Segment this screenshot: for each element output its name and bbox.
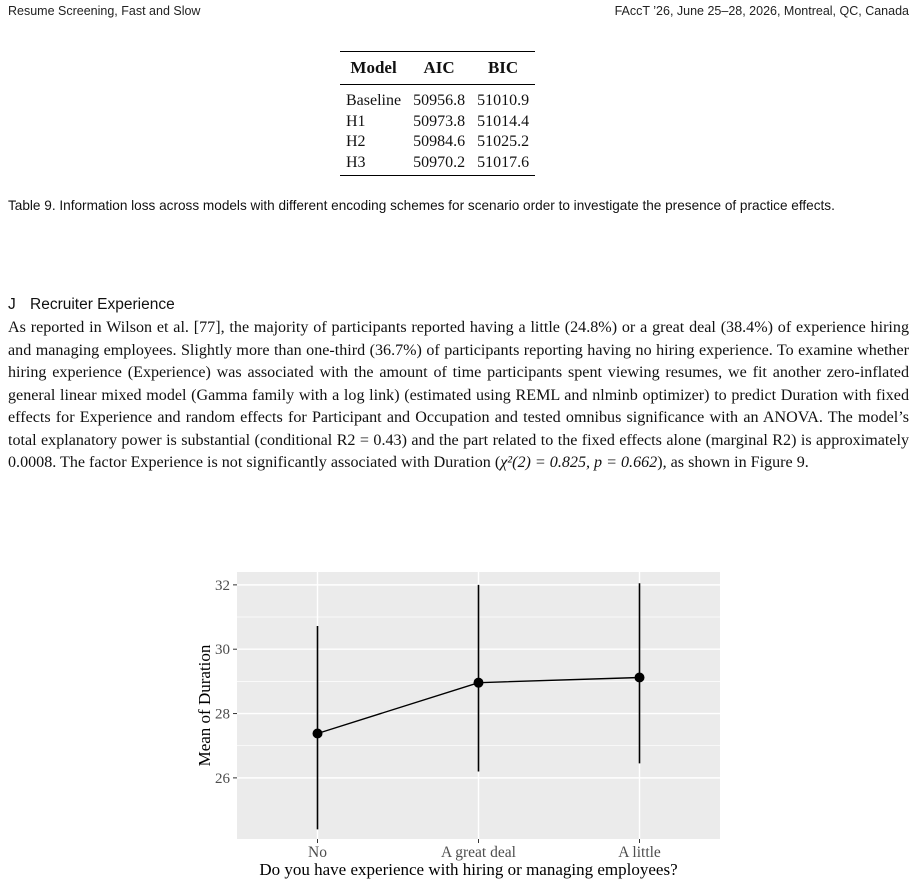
y-tick-label: 32 (215, 577, 230, 594)
data-point (313, 728, 323, 738)
test-statistic: χ²(2) = 0.825, p = 0.662 (500, 454, 658, 471)
table-row (340, 132, 535, 153)
x-axis (308, 839, 661, 861)
header-title: Resume Screening, Fast and Slow (8, 4, 201, 18)
section-heading (8, 296, 175, 314)
table-cell: 51025.2 (477, 133, 530, 150)
y-axis (215, 578, 237, 787)
paragraph-text: As reported in Wilson et al. [77], the majority of participants reported having a little (24.8%) or a great deal (38.4%) of experience hiring and managing employees. Slightly more than one-third (36.7%) of participants reporting having no hiring experience. To examine whether hiring experience (Experience) was associated with the amount of time participants spent viewing resumes, we fit another zero-inflated general linear mixed model (Gamma family with a log link) (estimated using REML and nlminb optimizer) to predict Duration with fixed effects for Experience and random effects for Participant and Occupation and tested omnibus significance with an ANOVA. The model’s total explanatory power is substantial (conditional R2 = 0.43) and the part related to the fixed effects alone (marginal R2) is approximately 0.0008. The factor Experience is not significantly associated with Duration ( (8, 319, 909, 471)
body-paragraph (8, 317, 909, 475)
table-cell: 50956.8 (413, 92, 466, 109)
table-row (340, 85, 535, 112)
section-title: Recruiter Experience (30, 296, 175, 313)
table-cell: 50970.2 (407, 153, 471, 176)
table-cell: 50984.6 (413, 133, 466, 150)
table-row (340, 112, 535, 133)
y-tick-label: 28 (215, 706, 230, 723)
x-axis-label: Do you have experience with hiring or managing employees? (259, 860, 678, 879)
table-caption: Table 9. Information loss across models with different encoding schemes for scenario order to investigate the presence of practice effects. (8, 198, 835, 213)
y-tick-label: 26 (215, 770, 230, 787)
table-cell: H1 (346, 112, 366, 130)
y-tick-label: 30 (215, 642, 230, 659)
table-cell: 51014.4 (477, 112, 530, 130)
x-tick-label: A little (618, 844, 661, 861)
section-number: J (8, 296, 16, 313)
header-venue: FAccT ’26, June 25–28, 2026, Montreal, QC, Canada (614, 4, 909, 18)
table-row (340, 153, 535, 176)
col-header-model: Model (340, 52, 407, 85)
table-cell: 51010.9 (477, 92, 530, 109)
col-header-aic: AIC (407, 52, 471, 85)
table-cell: 51017.6 (471, 153, 535, 176)
table-cell: 50973.8 (413, 112, 466, 130)
table-cell: H2 (346, 133, 366, 150)
table-cell: Baseline (346, 92, 402, 109)
data-point (635, 673, 645, 683)
x-tick-label: A great deal (441, 844, 516, 861)
data-point (474, 678, 484, 688)
col-header-bic: BIC (471, 52, 535, 85)
figure-9-chart (180, 572, 740, 882)
paragraph-text-end: ), as shown in Figure 9. (657, 454, 809, 471)
table-cell: H3 (340, 153, 407, 176)
table-9 (340, 51, 535, 176)
x-tick-label: No (308, 844, 327, 861)
y-axis-label: Mean of Duration (195, 644, 214, 767)
